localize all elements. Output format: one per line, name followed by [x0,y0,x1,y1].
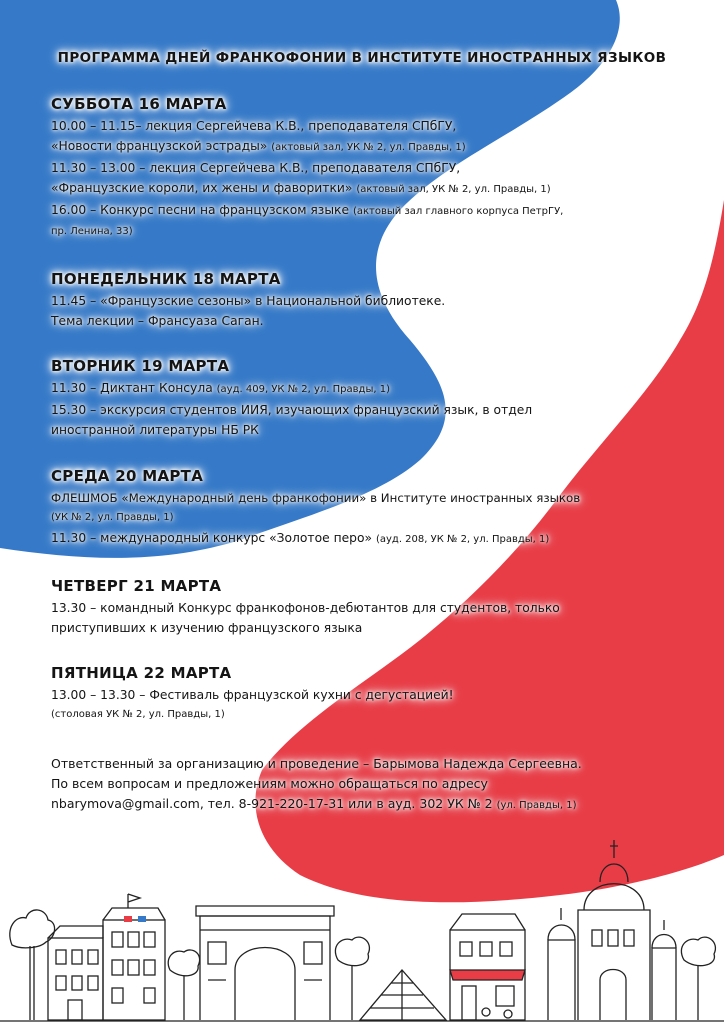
tuesday-line-1-venue: (ауд. 409, УК № 2, ул. Правды, 1) [216,384,390,395]
section-monday [51,270,691,331]
saturday-event-3a-venue: (актовый зал главного корпуса ПетрГУ, [352,206,564,217]
tuesday-line-1 [51,378,691,400]
saturday-event-3b-venue: пр. Ленина, 33) [51,226,133,237]
contacts-details [51,794,691,816]
building-left-icon [48,926,103,1020]
tree-small-icon [168,950,199,1020]
contacts-questions: По всем вопросам и предложениям можно обращаться по адресу [51,776,488,791]
contacts-responsible: Ответственный за организацию и проведение – Барымова Надежда Сергеевна. [51,756,582,771]
wednesday-line-1: ФЛЕШМОБ «Международный день франкофонии» в Институте иностранных языков [51,491,581,505]
saturday-event-1b [51,136,691,158]
saturday-event-1a: 10.00 – 11.15– лекция Сергейчева К.В., преподавателя СПбГУ, [51,119,457,133]
cafe-building-icon [450,914,525,1020]
tuesday-line-2: 15.30 – экскурсия студентов ИИЯ, изучающих французский язык, в отдел [51,403,533,417]
monday-line-1: 11.45 – «Французские сезоны» в Национальной библиотеке. [51,294,446,308]
tree-right-icon [681,937,715,1020]
saturday-event-2b [51,178,691,200]
saturday-event-1b-venue: (актовый зал, УК № 2, ул. Правды, 1) [271,142,466,153]
section-saturday [51,95,691,242]
friday-heading: ПЯТНИЦА 22 МАРТА [51,664,232,682]
wednesday-heading: СРЕДА 20 МАРТА [51,467,204,485]
section-wednesday [51,467,691,550]
louvre-pyramid-icon [360,970,446,1020]
saturday-event-2a: 11.30 – 13.00 – лекция Сергейчева К.В., преподавателя СПбГУ, [51,161,461,175]
saturday-event-3a [51,200,691,222]
wednesday-line-3-venue: (ауд. 208, УК № 2, ул. Правды, 1) [375,534,550,545]
section-friday [51,664,691,725]
tuesday-heading: ВТОРНИК 19 МАРТА [51,357,230,375]
tuesday-line-3: иностранной литературы НБ РК [51,423,259,437]
paris-sketch-illustration [0,820,724,1024]
section-thursday [51,577,691,638]
page-title: ПРОГРАММА ДНЕЙ ФРАНКОФОНИИ В ИНСТИТУТЕ ИНОСТРАННЫХ ЯЗЫКОВ [57,50,667,66]
wednesday-line-3 [51,528,691,550]
contacts-block [51,754,691,816]
sacre-coeur-icon [548,840,676,1020]
monday-line-2: Тема лекции – Франсуаза Саган. [51,314,264,328]
contacts-address: (ул. Правды, 1) [496,800,577,811]
monday-heading: ПОНЕДЕЛЬНИК 18 МАРТА [51,270,281,288]
wednesday-line-2-venue: (УК № 2, ул. Правды, 1) [51,512,174,523]
friday-line-1: 13.00 – 13.30 – Фестиваль французской кухни с дегустацией! [51,688,454,702]
thursday-heading: ЧЕТВЕРГ 21 МАРТА [51,577,222,595]
saturday-event-3a-text: 16.00 – Конкурс песни на французском языке [51,203,350,217]
contacts-email-phone: nbarymova@gmail.com, тел. 8-921-220-17-31 или в ауд. 302 УК № 2 [51,796,493,811]
arc-de-triomphe-icon [196,906,334,1020]
friday-line-2-venue: (столовая УК № 2, ул. Правды, 1) [51,709,225,720]
thursday-line-2: приступивших к изучению французского языка [51,621,363,635]
section-tuesday [51,357,691,440]
tree-middle-icon [335,937,369,1020]
saturday-event-2b-venue: (актовый зал, УК № 2, ул. Правды, 1) [356,184,551,195]
saturday-event-1b-text: «Новости французской эстрады» [51,139,268,153]
saturday-heading: СУББОТА 16 МАРТА [51,95,227,113]
wednesday-line-3-text: 11.30 – международный конкурс «Золотое перо» [51,531,373,545]
building-flags-icon [103,894,165,1020]
tuesday-line-1-text: 11.30 – Диктант Консула [51,381,213,395]
thursday-line-1: 13.30 – командный Конкурс франкофонов-дебютантов для студентов, только [51,601,560,615]
saturday-event-2b-text: «Французские короли, их жены и фаворитки» [51,181,353,195]
